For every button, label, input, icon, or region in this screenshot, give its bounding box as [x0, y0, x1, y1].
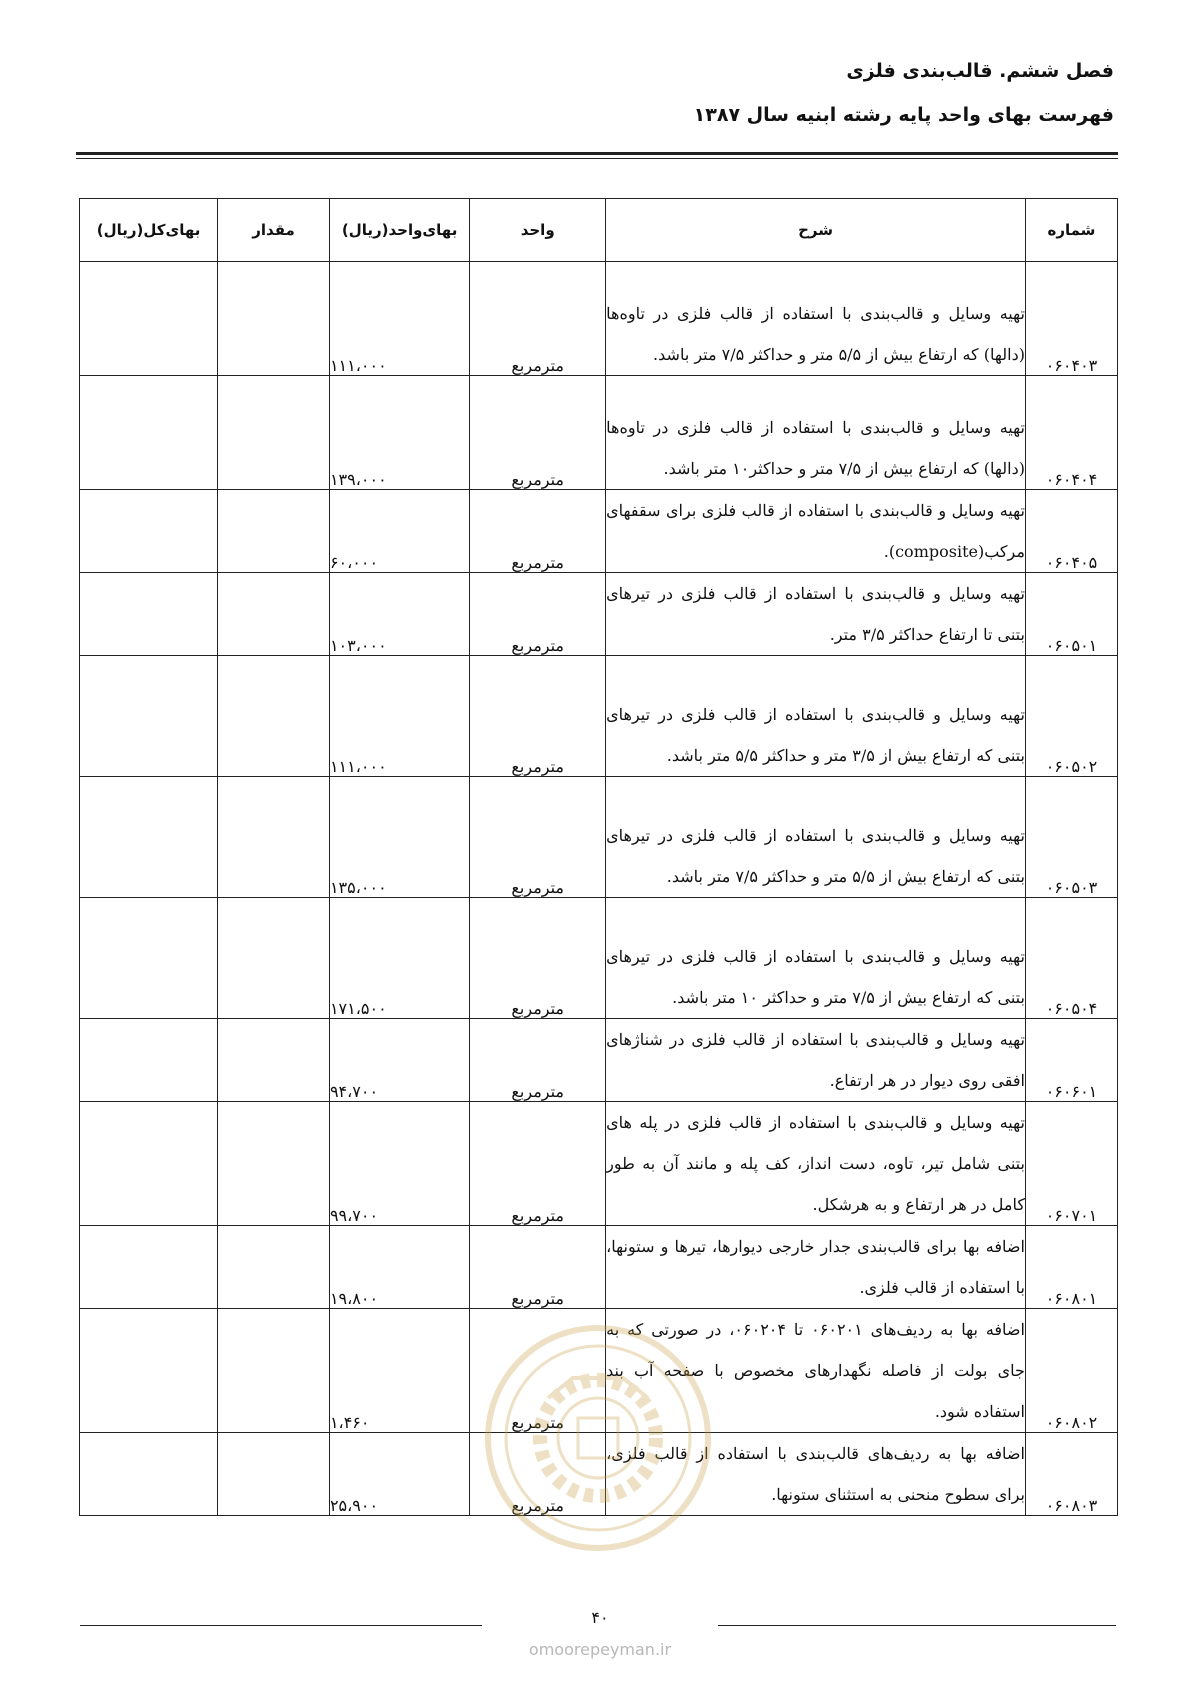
item-unit: مترمربع — [470, 1019, 606, 1102]
item-unit-price: ۹۴،۷۰۰ — [329, 1019, 469, 1102]
table-header-row — [80, 199, 1118, 262]
item-quantity — [218, 898, 330, 1019]
item-code: ۰۶۰۵۰۲ — [1025, 656, 1117, 777]
item-description: تهیه وسایل و قالب‌بندی با استفاده از قالب فلزی در تیرهای بتنی تا ارتفاع حداکثر ۳/۵ متر. — [606, 573, 1026, 656]
item-code: ۰۶۰۶۰۱ — [1025, 1019, 1117, 1102]
page-number: ۴۰ — [591, 1608, 609, 1627]
item-unit: مترمربع — [470, 898, 606, 1019]
item-unit: مترمربع — [470, 1433, 606, 1516]
table-row — [80, 376, 1118, 490]
item-code: ۰۶۰۸۰۱ — [1025, 1226, 1117, 1309]
item-unit: مترمربع — [470, 777, 606, 898]
table-row — [80, 656, 1118, 777]
item-total-price — [80, 1019, 218, 1102]
item-quantity — [218, 490, 330, 573]
item-total-price — [80, 262, 218, 376]
item-unit: مترمربع — [470, 376, 606, 490]
item-unit: مترمربع — [470, 262, 606, 376]
item-unit: مترمربع — [470, 1102, 606, 1226]
item-quantity — [218, 1102, 330, 1226]
item-description: اضافه بها به ردیف‌های ۰۶۰۲۰۱ تا ۰۶۰۲۰۴، در صورتی که به جای بولت از فاصله نگهدارهای مخصوص با صفحه آب بند استفاده شود. — [606, 1309, 1026, 1433]
document-subtitle: فهرست بهای واحد پایه رشته ابنیه سال ۱۳۸۷ — [693, 104, 1114, 126]
header-rule-thin — [76, 158, 1118, 159]
chapter-title: فصل ششم. قالب‌بندی فلزی — [846, 60, 1114, 82]
item-description: تهیه وسایل و قالب‌بندی با استفاده از قالب فلزی در تاوه‌ها (دالها) که ارتفاع بیش از ۵/۵ متر و حداکثر ۷/۵ متر باشد. — [606, 262, 1026, 376]
item-code: ۰۶۰۵۰۱ — [1025, 573, 1117, 656]
item-unit-price: ۱،۴۶۰ — [329, 1309, 469, 1433]
item-unit-price: ۹۹،۷۰۰ — [329, 1102, 469, 1226]
item-description: تهیه وسایل و قالب‌بندی با استفاده از قالب فلزی در تیرهای بتنی که ارتفاع بیش از ۳/۵ متر و حداکثر ۵/۵ متر باشد. — [606, 656, 1026, 777]
item-quantity — [218, 1019, 330, 1102]
item-unit-price: ۱۳۹،۰۰۰ — [329, 376, 469, 490]
item-quantity — [218, 1433, 330, 1516]
footer-rule-left — [80, 1625, 482, 1626]
item-code: ۰۶۰۴۰۴ — [1025, 376, 1117, 490]
item-total-price — [80, 490, 218, 573]
item-description: تهیه وسایل و قالب‌بندی با استفاده از قالب فلزی در پله های بتنی شامل تیر، تاوه، دست انداز، کف پله و مانند آن به طور کامل در هر ارتفاع و به هرشکل. — [606, 1102, 1026, 1226]
item-total-price — [80, 573, 218, 656]
item-unit-price: ۱۷۱،۵۰۰ — [329, 898, 469, 1019]
item-quantity — [218, 777, 330, 898]
item-quantity — [218, 1226, 330, 1309]
item-code: ۰۶۰۸۰۲ — [1025, 1309, 1117, 1433]
column-header-quantity: مقدار — [218, 199, 330, 262]
item-description: تهیه وسایل و قالب‌بندی با استفاده از قالب فلزی در شناژهای افقی روی دیوار در هر ارتفاع. — [606, 1019, 1026, 1102]
item-description: تهیه وسایل و قالب‌بندی با استفاده از قالب فلزی در تاوه‌ها (دالها) که ارتفاع بیش از ۷/۵ متر و حداکثر۱۰ متر باشد. — [606, 376, 1026, 490]
item-description: اضافه بها به ردیف‌های قالب‌بندی با استفاده از قالب فلزی، برای سطوح منحنی به استثنای ستونها. — [606, 1433, 1026, 1516]
item-code: ۰۶۰۸۰۳ — [1025, 1433, 1117, 1516]
item-unit: مترمربع — [470, 1309, 606, 1433]
table-row — [80, 898, 1118, 1019]
table-row — [80, 573, 1118, 656]
item-description: تهیه وسایل و قالب‌بندی با استفاده از قالب فلزی برای سقفهای مرکب(composite). — [606, 490, 1026, 573]
item-unit-price: ۱۰۳،۰۰۰ — [329, 573, 469, 656]
item-code: ۰۶۰۵۰۴ — [1025, 898, 1117, 1019]
column-header-unit-price: بهای‌واحد(ریال) — [329, 199, 469, 262]
seal-watermark-icon — [478, 1318, 718, 1558]
column-header-description: شرح — [606, 199, 1026, 262]
item-unit-price: ۱۱۱،۰۰۰ — [329, 656, 469, 777]
column-header-unit: واحد — [470, 199, 606, 262]
item-total-price — [80, 376, 218, 490]
item-quantity — [218, 1309, 330, 1433]
item-unit: مترمربع — [470, 573, 606, 656]
page-header — [694, 58, 1114, 128]
item-unit-price: ۱۳۵،۰۰۰ — [329, 777, 469, 898]
item-total-price — [80, 1102, 218, 1226]
item-description: اضافه بها برای قالب‌بندی جدار خارجی دیوارها، تیرها و ستونها، با استفاده از قالب فلزی. — [606, 1226, 1026, 1309]
item-total-price — [80, 656, 218, 777]
item-code: ۰۶۰۷۰۱ — [1025, 1102, 1117, 1226]
item-quantity — [218, 262, 330, 376]
item-unit-price: ۶۰،۰۰۰ — [329, 490, 469, 573]
header-rule-thick — [76, 152, 1118, 155]
item-total-price — [80, 1226, 218, 1309]
item-unit: مترمربع — [470, 490, 606, 573]
item-total-price — [80, 898, 218, 1019]
item-total-price — [80, 777, 218, 898]
website-watermark: omoorepeyman.ir — [528, 1640, 672, 1659]
item-description: تهیه وسایل و قالب‌بندی با استفاده از قالب فلزی در تیرهای بتنی که ارتفاع بیش از ۵/۵ متر و حداکثر ۷/۵ متر باشد. — [606, 777, 1026, 898]
column-header-number: شماره — [1025, 199, 1117, 262]
table-row — [80, 1102, 1118, 1226]
table-row — [80, 1226, 1118, 1309]
item-description: تهیه وسایل و قالب‌بندی با استفاده از قالب فلزی در تیرهای بتنی که ارتفاع بیش از ۷/۵ متر و حداکثر ۱۰ متر باشد. — [606, 898, 1026, 1019]
item-quantity — [218, 573, 330, 656]
item-code: ۰۶۰۴۰۳ — [1025, 262, 1117, 376]
item-code: ۰۶۰۴۰۵ — [1025, 490, 1117, 573]
item-quantity — [218, 376, 330, 490]
item-unit-price: ۱۱۱،۰۰۰ — [329, 262, 469, 376]
table-row — [80, 490, 1118, 573]
item-unit-price: ۲۵،۹۰۰ — [329, 1433, 469, 1516]
item-unit: مترمربع — [470, 1226, 606, 1309]
footer-rule-right — [718, 1625, 1116, 1626]
item-quantity — [218, 656, 330, 777]
item-total-price — [80, 1433, 218, 1516]
item-total-price — [80, 1309, 218, 1433]
item-unit-price: ۱۹،۸۰۰ — [329, 1226, 469, 1309]
table-row — [80, 1019, 1118, 1102]
column-header-total-price: بهای‌کل(ریال) — [80, 199, 218, 262]
table-row — [80, 777, 1118, 898]
item-unit: مترمربع — [470, 656, 606, 777]
table-row — [80, 262, 1118, 376]
item-code: ۰۶۰۵۰۳ — [1025, 777, 1117, 898]
